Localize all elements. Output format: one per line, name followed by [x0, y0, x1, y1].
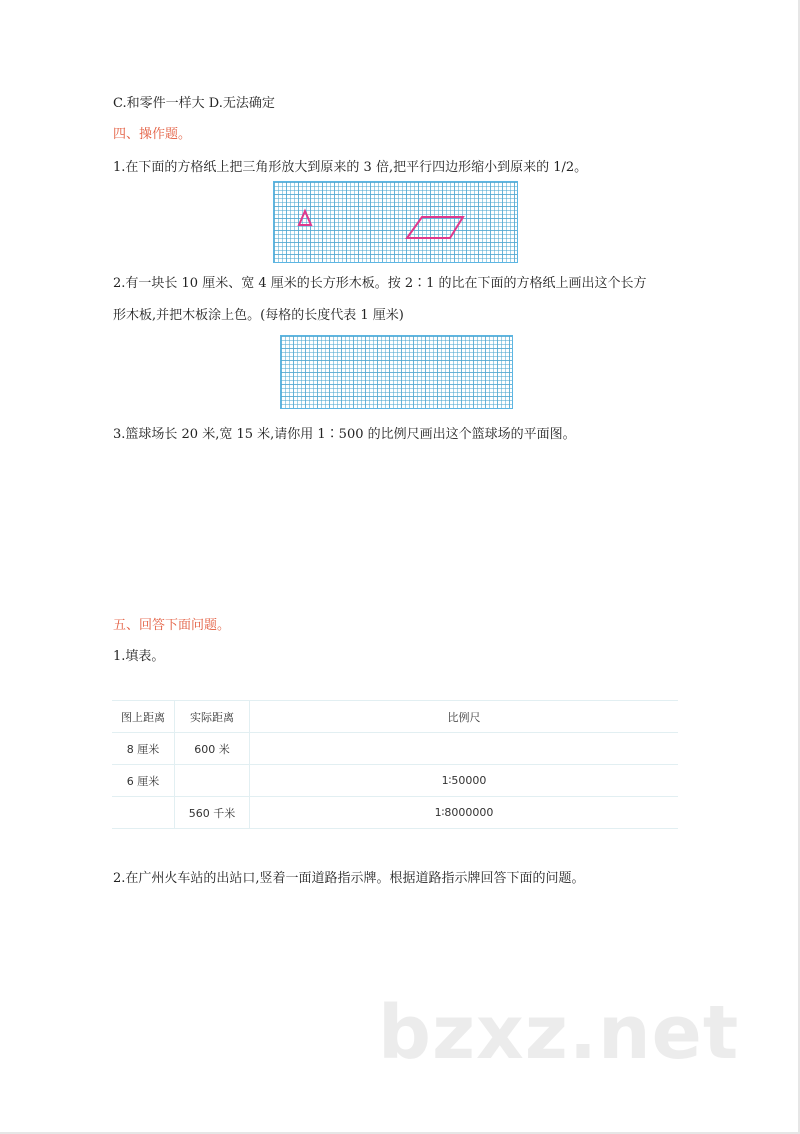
table-cell: 1∶8000000 — [250, 797, 679, 829]
question-4-1: 1.在下面的方格纸上把三角形放大到原来的 3 倍,把平行四边形缩小到原来的 1/2。 — [113, 160, 588, 175]
section4-heading: 四、操作题。 — [113, 127, 192, 142]
table-cell: 600 米 — [175, 733, 250, 765]
shapes-drawing — [274, 182, 517, 262]
header-actual-distance: 实际距离 — [175, 701, 250, 733]
options-cd: C.和零件一样大 D.无法确定 — [113, 96, 275, 111]
table-row — [112, 765, 678, 797]
table-cell: 8 厘米 — [112, 733, 175, 765]
scale-table — [112, 700, 678, 829]
watermark: bzxz.net — [378, 990, 740, 1076]
table-cell: 1∶50000 — [250, 765, 679, 797]
table-cell: 6 厘米 — [112, 765, 175, 797]
question-4-3: 3.篮球场长 20 米,宽 15 米,请你用 1∶500 的比例尺画出这个篮球场的平面图。 — [113, 427, 576, 442]
table-cell — [112, 797, 175, 829]
triangle-shape — [299, 211, 311, 225]
grid-paper-rectangle — [280, 335, 513, 409]
header-scale: 比例尺 — [250, 701, 679, 733]
table-cell — [250, 733, 679, 765]
question-5-2: 2.在广州火车站的出站口,竖着一面道路指示牌。根据道路指示牌回答下面的问题。 — [113, 871, 585, 886]
table-row — [112, 797, 678, 829]
grid-paper-shapes — [273, 181, 518, 263]
question-5-1: 1.填表。 — [113, 649, 165, 664]
table-header-row — [112, 701, 678, 733]
table-row — [112, 733, 678, 765]
section5-heading: 五、回答下面问题。 — [113, 618, 231, 633]
table-cell — [175, 765, 250, 797]
table-cell: 560 千米 — [175, 797, 250, 829]
question-4-2-line2: 形木板,并把木板涂上色。(每格的长度代表 1 厘米) — [113, 308, 404, 323]
header-map-distance: 图上距离 — [112, 701, 175, 733]
parallelogram-shape — [407, 217, 463, 238]
question-4-2-line1: 2.有一块长 10 厘米、宽 4 厘米的长方形木板。按 2∶1 的比在下面的方格纸上画出这个长方 — [113, 276, 647, 291]
